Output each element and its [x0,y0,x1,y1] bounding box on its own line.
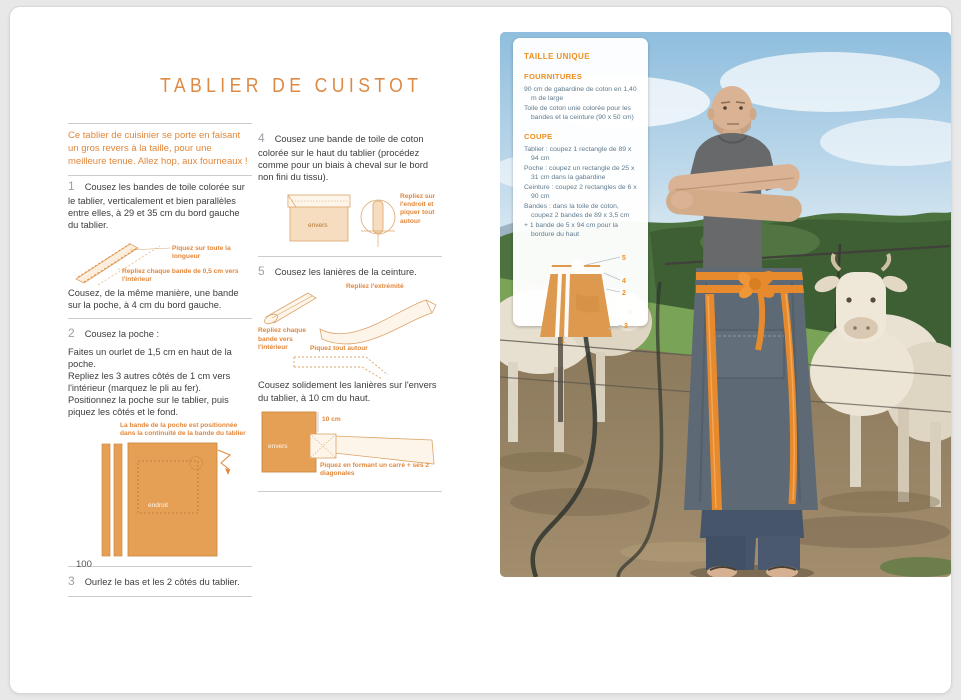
apron-pocket-illustration [68,441,252,559]
step-5-number: 5 [258,263,265,278]
step-3 [68,574,252,590]
step-2-line-3: Positionnez la poche sur le tablier, puis piquez les côtés et le fond. [68,394,229,417]
step-1-after: Cousez, de la même manière, une bande sur la poche, à 4 cm du bord gauche. [68,287,239,310]
divider [68,318,252,319]
callout-1: 1 [561,337,565,343]
supplies-item: 90 cm de gabardine de coton en 1,40 m de large [524,85,637,103]
step-3-text: Ourlez le bas et les 2 côtés du tablier. [84,576,240,587]
step-1 [68,179,252,231]
supplies-title: FOURNITURES [524,72,583,82]
pattern-info-card [513,38,648,343]
label-square-stitch: Piquez en formant un carré + ses 2 diagonales [320,461,430,477]
callout-3: 3 [624,322,628,330]
cut-item: Ceinture : coupez 2 rectangles de 6 x 90 cm [524,183,637,201]
label-10cm: 10 cm [322,415,341,423]
instructions-column-2 [258,131,442,499]
cut-item: + 1 bande de 5 x 94 cm pour la bordure du haut [524,221,618,239]
divider [258,491,442,492]
step-5-after: Cousez solidement les lanières sur l'envers du tablier, à 10 cm du haut. [258,380,437,403]
label-stitch-around: Piquez tout autour [310,345,368,353]
callout-4: 4 [622,277,626,285]
fabric-side-label: endroit [148,501,168,509]
divider [68,566,252,567]
apron-callout-illustration [524,249,639,343]
label-fold-each-band: Repliez chaque bande vers l'intérieur [258,327,307,351]
pocket-caption: La bande de la poche est positionnée dans la continuité de la bande du tablier [120,422,246,438]
step-2-number: 2 [68,325,75,340]
label-stitch-length: Piquez sur toute la longueur [172,244,231,261]
fabric-side-label: envers [308,221,328,229]
cut-section [524,132,639,240]
step-2-line-1: Faites un ourlet de 1,5 cm en haut de la poche. [68,346,232,369]
step-5 [258,264,442,280]
callout-2: 2 [622,289,626,297]
step-2-title: Cousez la poche : [84,328,160,339]
cut-item: Poche : coupez un rectangle de 25 x 31 cm dans la gabardine [524,164,635,182]
instructions-column-1 [68,179,252,604]
label-fold-topstitch: Repliez sur l'endroit et piquer tout autour [400,192,436,225]
supplies-section [524,72,639,123]
page-sheet [10,7,951,693]
step-5-text: Cousez les lanières de la ceinture. [274,266,417,277]
label-fold-band: Repliez chaque bande de 0,5 cm vers l'intérieur [122,267,239,284]
diagram-strap-attachment [258,408,442,484]
step-1-number: 1 [68,179,75,193]
step-4-number: 4 [258,131,265,145]
step-1-text: Cousez les bandes de toile colorée sur le tablier, verticalement et bien parallèles entre elles, à 29 et 35 cm du bord gauche du tablier. [68,182,245,230]
step-3-number: 3 [68,573,75,588]
step-2-line-2: Repliez les 3 autres côtés de 1 cm vers l'intérieur (marquez le pli au fer). [68,370,231,393]
photo-man-with-apron [500,32,951,577]
callout-5: 5 [622,254,626,262]
diagram-top-band [258,187,442,249]
step-4 [258,131,442,183]
fabric-side-label: envers [268,442,288,450]
cut-item: Tablier : coupez 1 rectangle de 89 x 94 cm [524,145,632,163]
diagram-apron-pocket [68,441,252,559]
divider [258,256,442,257]
step-2 [68,326,252,342]
diagram-belt-straps [258,283,442,379]
cut-item: Bandes : dans la toile de coton, coupez 2 bandes de 89 x 3,5 cm [524,202,630,220]
intro-paragraph: Ce tablier de cuisinier se porte en faisant un gros revers à la taille, pour une meilleure tenue. Allez hop, aux fourneaux ! [68,123,252,176]
step-4-text: Cousez une bande de toile de coton colorée sur le haut du tablier (procédez comme pour un biais à cheval sur le bord non fini du tissu). [258,134,429,182]
page-number: 100 [76,559,92,570]
label-fold-end: Repliez l'extrémité [346,283,404,291]
diagram-band-stitching [68,235,252,287]
divider [68,596,252,597]
page-title: TABLIER DE CUISTOT [160,75,423,97]
size-label: TAILLE UNIQUE [524,52,590,61]
supplies-item: Toile de coton unie colorée pour les bandes et la ceinture (90 x 50 cm) [524,104,634,122]
cut-title: COUPE [524,131,553,141]
